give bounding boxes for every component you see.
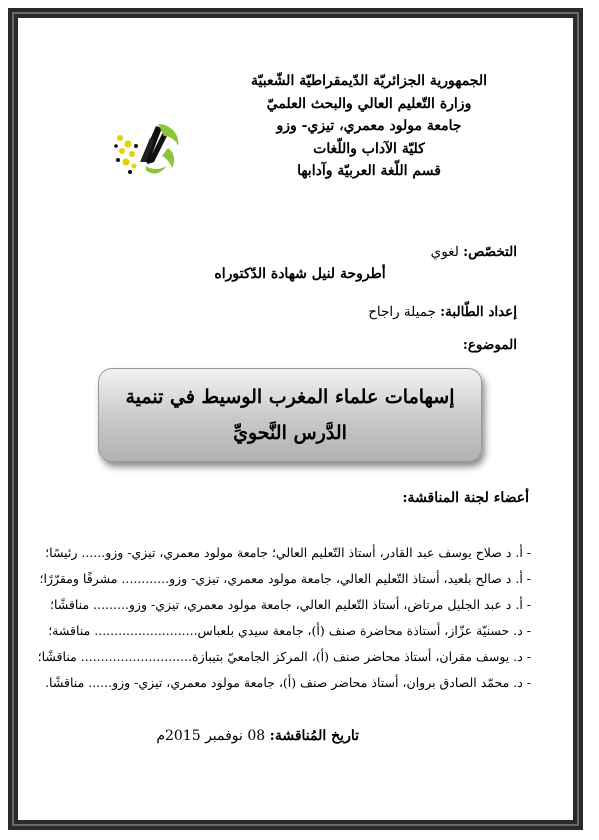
specialty-value: لغوي bbox=[430, 244, 459, 260]
student-line bbox=[368, 304, 517, 320]
university-name: جامعة مولود معمري، تيزي- وزو bbox=[276, 118, 462, 134]
committee-member: - أ. د صلاح يوسف عبد القادر، أستاذ التّعليم العالي؛ جامعة مولود معمري، تيزي- وزو...... رئيسًا؛ bbox=[45, 545, 531, 560]
institution-header bbox=[219, 70, 519, 183]
committee-member: - أ. د عبد الجليل مرتاض، أستاذ التّعليم العالي، جامعة مولود معمري، تيزي- وزو......... مناقشًا؛ bbox=[49, 597, 531, 612]
defense-date-line bbox=[156, 728, 359, 744]
defense-date-label: تاريخ المُناقشة: bbox=[269, 728, 359, 744]
specialty-label: التخصّص: bbox=[463, 244, 517, 260]
student-name: جميلة راجاح bbox=[368, 304, 436, 320]
committee-member: - د. محمّد الصادق بروان، أستاذ محاضر صنف (أ)، جامعة مولود معمري، تيزي- وزو...... مناقشًا. bbox=[45, 675, 531, 690]
topic-label: الموضوع: bbox=[462, 337, 517, 353]
committee-members-list bbox=[37, 540, 531, 696]
defense-date-value: 08 نوفمبر 2015م bbox=[156, 728, 266, 744]
committee-member: - د. حسنيّة عزّاز، أستاذة محاضرة صنف (أ)، جامعة سيدي بلعباس.......................... مناقشة؛ bbox=[48, 623, 531, 638]
specialty-line bbox=[431, 244, 517, 260]
thesis-title-line1: إسهامات علماء المغرب الوسيط في تنمية bbox=[125, 386, 455, 408]
student-label: إعداد الطّالبة: bbox=[440, 304, 517, 320]
committee-heading: أعضاء لجنة المناقشة: bbox=[402, 490, 529, 506]
thesis-type: أطروحة لنيل شهادة الدّكتوراه bbox=[214, 266, 386, 282]
thesis-title-line2: الدَّرس النَّحويِّ bbox=[233, 422, 347, 444]
ministry-name: وزارة التّعليم العالي والبحث العلميّ bbox=[266, 95, 472, 112]
department-name: قسم اللّغة العربيّة وآدابها bbox=[297, 163, 441, 179]
thesis-title-box bbox=[98, 368, 482, 462]
republic-name: الجمهورية الجزائريّة الدّيمقراطيّة الشّعبيّة bbox=[250, 73, 487, 89]
committee-member: - أ. د صالح بلعيد، أستاذ التّعليم العالي، جامعة مولود معمري، تيزي- وزو............ مشرفًا ومقرّرًا؛ bbox=[39, 571, 531, 586]
committee-member: - د. يوسف مقران، أستاذ محاضر صنف (أ)، المركز الجامعيّ بتيبازة............................ مناقشًا؛ bbox=[37, 649, 531, 664]
university-logo-icon bbox=[112, 118, 184, 182]
faculty-name: كليّة الآداب واللّغات bbox=[313, 140, 425, 157]
